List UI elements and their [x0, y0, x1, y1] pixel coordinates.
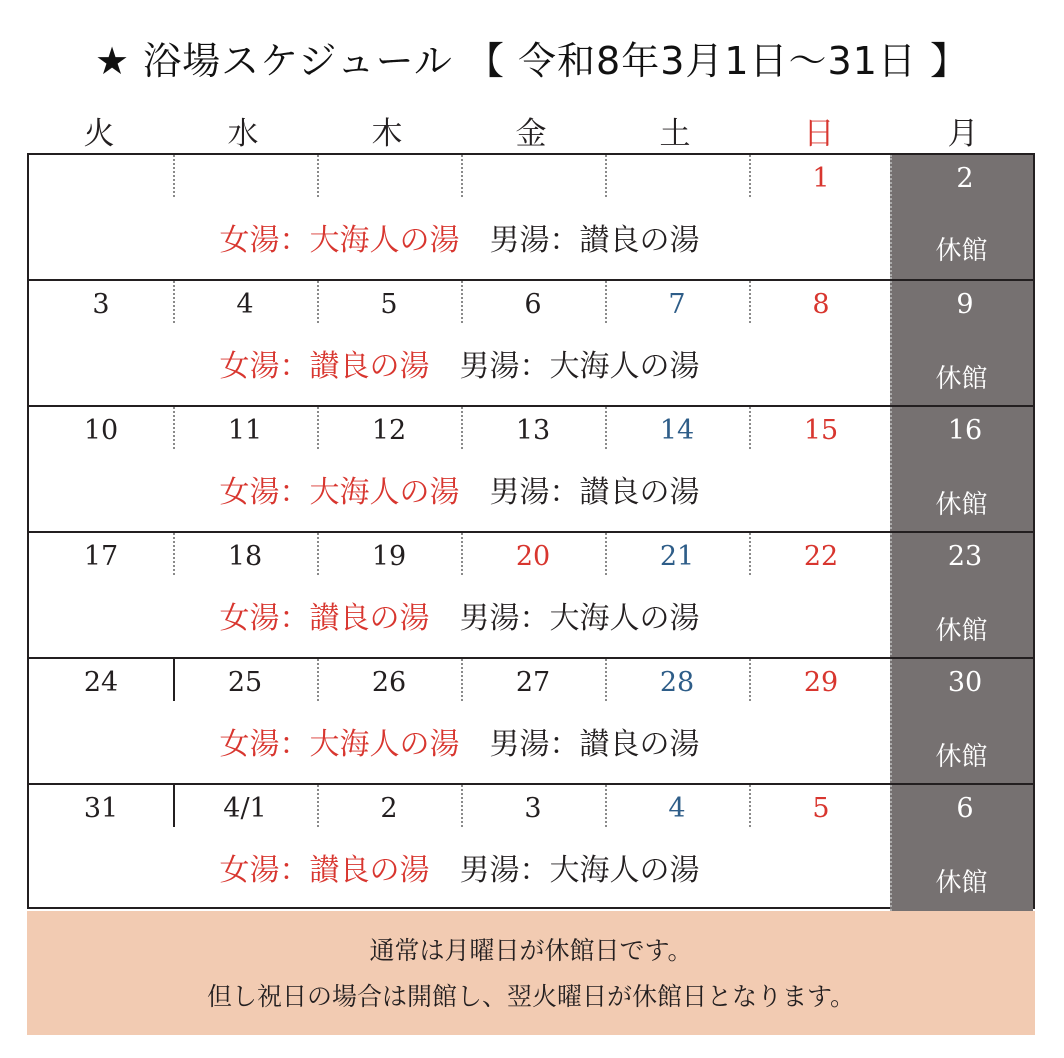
closed-label: 休館	[935, 616, 988, 646]
day-number: 10	[83, 415, 119, 446]
mens-bath: 男湯：讃良の湯	[489, 727, 700, 762]
weekday-label: 土	[659, 116, 691, 152]
closed-label: 休館	[935, 868, 988, 898]
closed-label: 休館	[935, 742, 988, 772]
week-row	[29, 531, 1033, 659]
womens-bath: 女湯：大海人の湯	[219, 727, 460, 762]
week-row	[29, 279, 1033, 407]
day-number: 13	[515, 415, 551, 446]
day-number: 26	[371, 667, 407, 698]
day-number: 4	[236, 289, 254, 320]
mens-bath: 男湯：讃良の湯	[489, 223, 700, 258]
day-number: 18	[227, 541, 263, 572]
day-number: 14	[659, 415, 695, 446]
day-number: 19	[371, 541, 407, 572]
mens-bath: 男湯：大海人の湯	[459, 853, 700, 888]
day-number: 12	[371, 415, 407, 446]
day-number: 4	[668, 793, 686, 824]
notice-box	[27, 911, 1035, 1035]
day-number: 15	[803, 415, 839, 446]
day-number: 17	[83, 541, 119, 572]
day-number: 20	[515, 541, 551, 572]
bath-assignment	[29, 845, 890, 889]
womens-bath: 女湯：大海人の湯	[219, 475, 460, 510]
day-number: 30	[947, 667, 983, 698]
closed-label: 休館	[935, 364, 988, 394]
womens-bath: 女湯：讃良の湯	[219, 601, 430, 636]
day-number: 5	[812, 793, 830, 824]
day-number: 27	[515, 667, 551, 698]
mens-bath: 男湯：大海人の湯	[459, 349, 700, 384]
womens-bath: 女湯：讃良の湯	[219, 853, 430, 888]
day-number: 1	[812, 163, 830, 194]
weekday-header	[27, 108, 1035, 152]
weekday-label: 水	[227, 116, 259, 152]
day-number: 28	[659, 667, 695, 698]
day-divider	[173, 155, 175, 197]
week-row	[29, 783, 1033, 911]
bath-assignment	[29, 593, 890, 637]
weekday-label: 月	[947, 116, 979, 152]
day-divider	[317, 155, 319, 197]
weekday-label: 火	[83, 116, 115, 152]
closed-label: 休館	[935, 236, 988, 266]
weekday-label: 日	[803, 116, 835, 152]
day-number: 3	[524, 793, 542, 824]
weekday-label: 木	[371, 116, 403, 152]
womens-bath: 女湯：大海人の湯	[219, 223, 460, 258]
day-number: 31	[83, 793, 119, 824]
page-title: ★ 浴場スケジュール 【 令和8年3月1日～31日 】	[95, 39, 969, 83]
closed-label: 休館	[935, 490, 988, 520]
day-number: 9	[956, 289, 974, 320]
day-number: 21	[659, 541, 695, 572]
day-divider	[605, 155, 607, 197]
day-number: 23	[947, 541, 983, 572]
week-row	[29, 155, 1033, 279]
day-number: 2	[380, 793, 398, 824]
mens-bath: 男湯：讃良の湯	[489, 475, 700, 510]
day-number: 2	[956, 163, 974, 194]
day-number: 6	[524, 289, 542, 320]
day-number: 16	[947, 415, 983, 446]
weekday-label: 金	[515, 116, 547, 152]
notice-line-1: 通常は月曜日が休館日です。	[369, 936, 693, 965]
day-number: 25	[227, 667, 263, 698]
notice-line-2: 但し祝日の場合は開館し、翌火曜日が休館日となります。	[206, 982, 855, 1011]
mens-bath: 男湯：大海人の湯	[459, 601, 700, 636]
week-row	[29, 657, 1033, 785]
calendar-grid	[27, 153, 1035, 909]
day-number: 11	[227, 415, 263, 446]
bath-assignment	[29, 341, 890, 385]
day-number: 4/1	[223, 793, 267, 824]
day-number: 5	[380, 289, 398, 320]
bath-assignment	[29, 719, 890, 763]
day-number: 22	[803, 541, 839, 572]
day-number: 7	[668, 289, 686, 320]
day-divider	[461, 155, 463, 197]
week-row	[29, 405, 1033, 533]
day-number: 29	[803, 667, 839, 698]
bath-assignment	[29, 215, 890, 259]
day-number: 6	[956, 793, 974, 824]
day-number: 24	[83, 667, 119, 698]
womens-bath: 女湯：讃良の湯	[219, 349, 430, 384]
bath-assignment	[29, 467, 890, 511]
day-number: 3	[92, 289, 110, 320]
day-number: 8	[812, 289, 830, 320]
